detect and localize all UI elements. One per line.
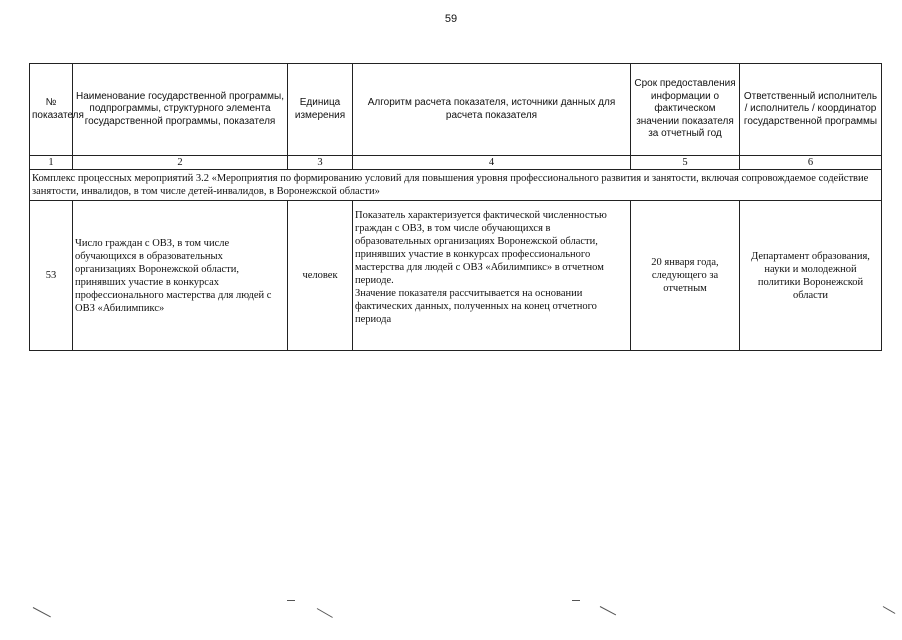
scan-mark [33,607,51,617]
indicator-table [29,63,882,351]
header-program-name: Наименование государственной программы, подпрограммы, структурного элемента государственной программы, показателя [73,64,288,156]
header-deadline: Срок предоставления информации о фактическом значении показателя за отчетный год [631,64,740,156]
scan-mark [883,606,896,614]
row-algorithm-text-1: Показатель характеризуется фактической численностью граждан с ОВЗ, в том числе обучающихся в образовательных организациях Воронежской области, принявших участие в конкурсах профессионального мастерства для людей с ОВЗ «Абилимпикс» в отчетном периоде. [355,210,607,286]
header-unit: Единица измерения [288,64,353,156]
column-number: 5 [631,156,740,170]
column-number: 4 [353,156,631,170]
scan-mark [317,608,333,618]
row-indicator-name: Число граждан с ОВЗ, в том числе обучающихся в образовательных организациях Воронежской области, принявших участие в конкурсах профессионального мастерства для людей с ОВЗ «Абилимпикс» [73,201,288,351]
row-number: 53 [30,201,73,351]
complex-title: Комплекс процессных мероприятий 3.2 «Мероприятия по формированию условий для повышения уровня профессионального развития и занятости, включая сопровождаемое содействие занятости, инвалидов, в том числе детей-инвалидов, в Воронежской области» [30,170,882,201]
table-row [30,201,882,351]
row-algorithm-text-2: Значение показателя рассчитывается на основании фактических данных, полученных на конец отчетного периода [355,288,597,325]
scan-mark [287,600,295,601]
row-responsible: Департамент образования, науки и молодежной политики Воронежской области [740,201,882,351]
scan-mark [600,606,616,615]
header-indicator-number: № показателя [30,64,73,156]
column-number: 3 [288,156,353,170]
page-number: 59 [444,13,458,25]
header-algorithm: Алгоритм расчета показателя, источники данных для расчета показателя [353,64,631,156]
row-algorithm [353,201,631,351]
row-deadline: 20 января года, следующего за отчетным [631,201,740,351]
header-responsible: Ответственный исполнитель / исполнитель / координатор государственной программы [740,64,882,156]
column-number: 1 [30,156,73,170]
column-numbers-row [30,156,882,170]
table-header-row [30,64,882,156]
scan-mark [572,600,580,601]
row-unit: человек [288,201,353,351]
column-number: 2 [73,156,288,170]
complex-title-row [30,170,882,201]
column-number: 6 [740,156,882,170]
